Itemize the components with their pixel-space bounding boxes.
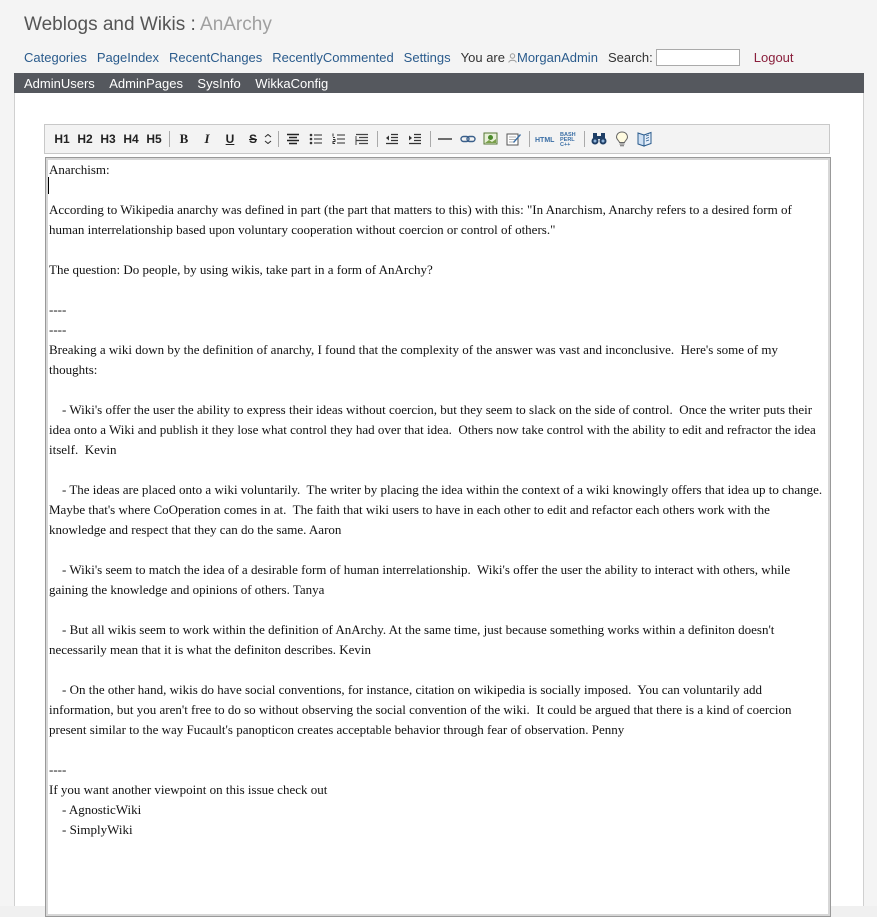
toolbar-separator <box>278 131 279 147</box>
underline-button[interactable]: U <box>225 132 235 146</box>
heading-4-button[interactable]: H4 <box>123 132 139 146</box>
link-icon[interactable] <box>458 129 478 149</box>
bold-button[interactable]: B <box>179 131 189 146</box>
lightbulb-icon[interactable] <box>612 129 632 149</box>
numbered-list-icon[interactable] <box>329 129 349 149</box>
strikethrough-button[interactable]: S <box>248 132 257 146</box>
site-name[interactable]: Weblogs and Wikis <box>24 14 186 35</box>
toolbar-separator <box>169 131 170 147</box>
horizontal-rule-icon[interactable] <box>435 129 455 149</box>
nav-link-pageindex[interactable]: PageIndex <box>96 50 160 65</box>
editor-toolbar <box>44 124 830 154</box>
nav-link-settings[interactable]: Settings <box>403 50 451 65</box>
toolbar-separator <box>584 131 585 147</box>
admin-link-sysinfo[interactable]: SysInfo <box>197 76 241 91</box>
italic-button[interactable]: I <box>204 131 210 146</box>
site-title <box>24 14 272 36</box>
title-separator: : <box>185 14 201 35</box>
heading-2-button[interactable]: H2 <box>77 132 93 146</box>
page-name[interactable]: AnArchy <box>200 14 272 35</box>
svg-text:PERL: PERL <box>560 137 575 143</box>
admin-link-pages[interactable]: AdminPages <box>109 76 183 91</box>
edit-note-icon[interactable] <box>504 129 524 149</box>
svg-text:C++: C++ <box>560 142 571 148</box>
svg-text:BASH: BASH <box>560 132 576 138</box>
more-formats-icon[interactable] <box>263 129 273 149</box>
logout-link[interactable]: Logout <box>753 50 794 65</box>
indent-icon[interactable] <box>405 129 425 149</box>
definition-list-icon[interactable] <box>352 129 372 149</box>
svg-text:HTML: HTML <box>535 137 555 144</box>
find-binoculars-icon[interactable] <box>589 129 609 149</box>
admin-menu-bar <box>14 73 864 93</box>
user-icon <box>508 53 517 63</box>
admin-link-users[interactable]: AdminUsers <box>24 76 95 91</box>
nav-link-recentlycommented[interactable]: RecentlyCommented <box>272 50 394 65</box>
help-book-icon[interactable] <box>635 129 655 149</box>
admin-link-wikkaconfig[interactable]: WikkaConfig <box>255 76 329 91</box>
you-are-label: You are <box>460 50 505 65</box>
username-link[interactable]: MorganAdmin <box>517 50 598 65</box>
image-icon[interactable] <box>481 129 501 149</box>
outdent-icon[interactable] <box>382 129 402 149</box>
nav-link-recentchanges[interactable]: RecentChanges <box>169 50 263 65</box>
page-content-textarea[interactable] <box>45 157 831 917</box>
heading-1-button[interactable]: H1 <box>54 132 70 146</box>
align-center-icon[interactable] <box>283 129 303 149</box>
toolbar-separator <box>529 131 530 147</box>
heading-3-button[interactable]: H3 <box>100 132 116 146</box>
text-caret <box>48 177 49 194</box>
editor-content[interactable]: Anarchism: According to Wikipedia anarchy was defined in part (the part that matters to this) with this: "In Anarchism, Anarchy refers to a desired form of human interrelationship based upon voluntary cooperation without coercion or control of others." The question: Do people, by using wikis, take part in a form of AnArchy? ---- ---- Breaking a wiki down by the definition of anarchy, I found that the complexity of the answer was vast and inconclusive. Here's some of my thoughts: - Wiki's offer the user the ability to express their ideas without coercion, but they seem to slack on the side of control. Once the writer puts their idea onto a Wiki and publish it they lose what control they had over that idea. Others now take control with the ability to edit and refractor the idea itself. Kevin - The ideas are placed onto a wiki voluntarily. The writer by placing the idea within the context of a wiki knowingly offers that idea up to change. Maybe that's where CoOperation comes in at. The faith that wiki users to have in each other to edit and refactor each others work with the knowledge and respect that they can do the same. Aaron - Wiki's seem to match the idea of a desirable form of human interrelationship. Wiki's offer the user the ability to interact with others, while gaining the knowledge and opinions of others. Tanya - But all wikis seem to work within the definition of AnArchy. At the same time, just because something works within a definiton doesn't necessarily mean that it is what the definiton describes. Kevin - On the other hand, wikis do have social conventions, for instance, citation on wikipedia is socially imposed. You can voluntarily add information, but you aren't free to do so without observing the social convention of the wiki. It could be argued that there is a kind of coercion present similar to the way Fucault's panopticon creates acceptable behavior through fear of observation. Penny ---- If you want another viewpoint on this issue check out - AgnosticWiki - SimplyWiki <box>49 162 823 837</box>
nav-link-categories[interactable]: Categories <box>24 50 87 65</box>
code-block-icon[interactable] <box>559 129 579 149</box>
html-code-icon[interactable] <box>534 129 556 149</box>
toolbar-separator <box>430 131 431 147</box>
top-navigation <box>24 49 794 66</box>
bullet-list-icon[interactable] <box>306 129 326 149</box>
search-label: Search: <box>607 50 653 65</box>
heading-5-button[interactable]: H5 <box>146 132 162 146</box>
search-input[interactable] <box>656 49 740 66</box>
toolbar-separator <box>377 131 378 147</box>
